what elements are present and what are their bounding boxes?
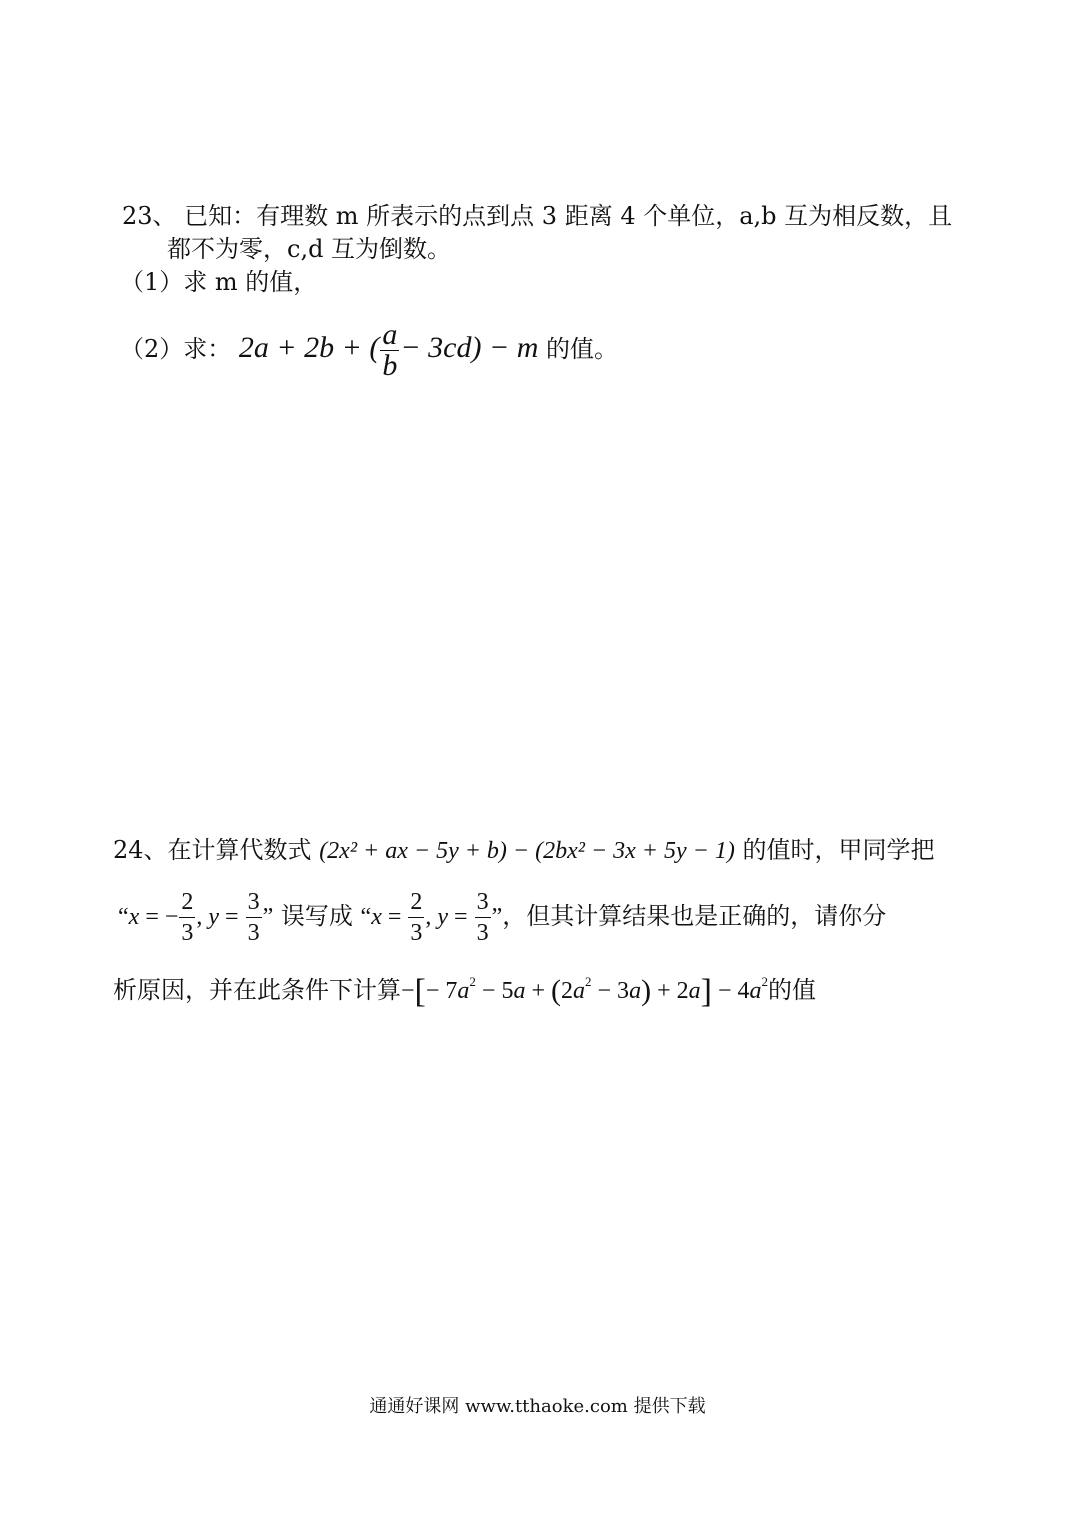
q23-part-2-suffix: 的值。 [546, 335, 619, 363]
q24-frac-3 [408, 887, 424, 948]
q24-frac-1-den: 3 [181, 920, 194, 946]
q24-line-1-prefix: 24、在计算代数式 [113, 836, 312, 864]
q24-frac-4-den: 3 [476, 920, 489, 946]
q24-frac-1-num: 2 [179, 887, 195, 918]
q23-frac-num: a [382, 318, 398, 351]
q24-expression: (2x² + ax − 5y + b) − (2bx² − 3x + 5y − 1) [319, 838, 735, 864]
q23-expr-tail: − 3cd) − m [400, 331, 539, 364]
q24-line-2-text1: 误写成 [280, 902, 353, 930]
q24-line-3 [113, 966, 816, 1008]
q23-part-2 [120, 320, 618, 381]
q23-expr-lead: 2a + 2b + ( [238, 331, 380, 364]
q24-frac-4-num: 3 [475, 887, 491, 918]
q24-line-2: “x = − $\frac{2}{3}$ , y = $\frac{3}{3}$ ” 误写成 “x = $\frac{2}{3}$ , y = $\frac{3}{3}$ ”，但其计算结果也是正确的，请你分 [118, 889, 887, 946]
q24-line-3-suffix: 的值 [767, 976, 816, 1004]
q24-line-1 [113, 834, 934, 867]
q24-line-3-prefix: 析原因，并在此条件下计算 [113, 976, 401, 1004]
footer-source: 通通好课网 www.tthaoke.com 提供下载 [369, 1396, 706, 1417]
q24-frac-3-num: 2 [408, 887, 424, 918]
q23-frac-den: b [382, 349, 398, 382]
q24-frac-1 [179, 887, 195, 948]
q24-frac-2-num: 3 [246, 887, 262, 918]
q23-fraction [380, 320, 399, 381]
q24-line-1-suffix: 的值时，甲同学把 [742, 836, 935, 864]
q24-frac-2 [246, 887, 262, 948]
q23-part-2-prefix: （2）求： [120, 335, 232, 363]
q24-line-2-text2: ，但其计算结果也是正确的，请你分 [502, 902, 887, 930]
q24-frac-2-den: 3 [247, 920, 260, 946]
q23-line-1: 23、 已知：有理数 m 所表示的点到点 3 距离 4 个单位，a,b 互为相反数，且 [122, 202, 953, 230]
q24-frac-3-den: 3 [410, 920, 423, 946]
q24-frac-4 [475, 887, 491, 948]
q23-line-2: 都不为零，c,d 互为倒数。 [167, 235, 452, 263]
q24-line-3-expression: −[− $7a^2 - 5a + (2a^2 - 3a) + 2a] - 4a^2$ [401, 973, 768, 1010]
q23-part-1: （1）求 m 的值， [120, 268, 318, 296]
